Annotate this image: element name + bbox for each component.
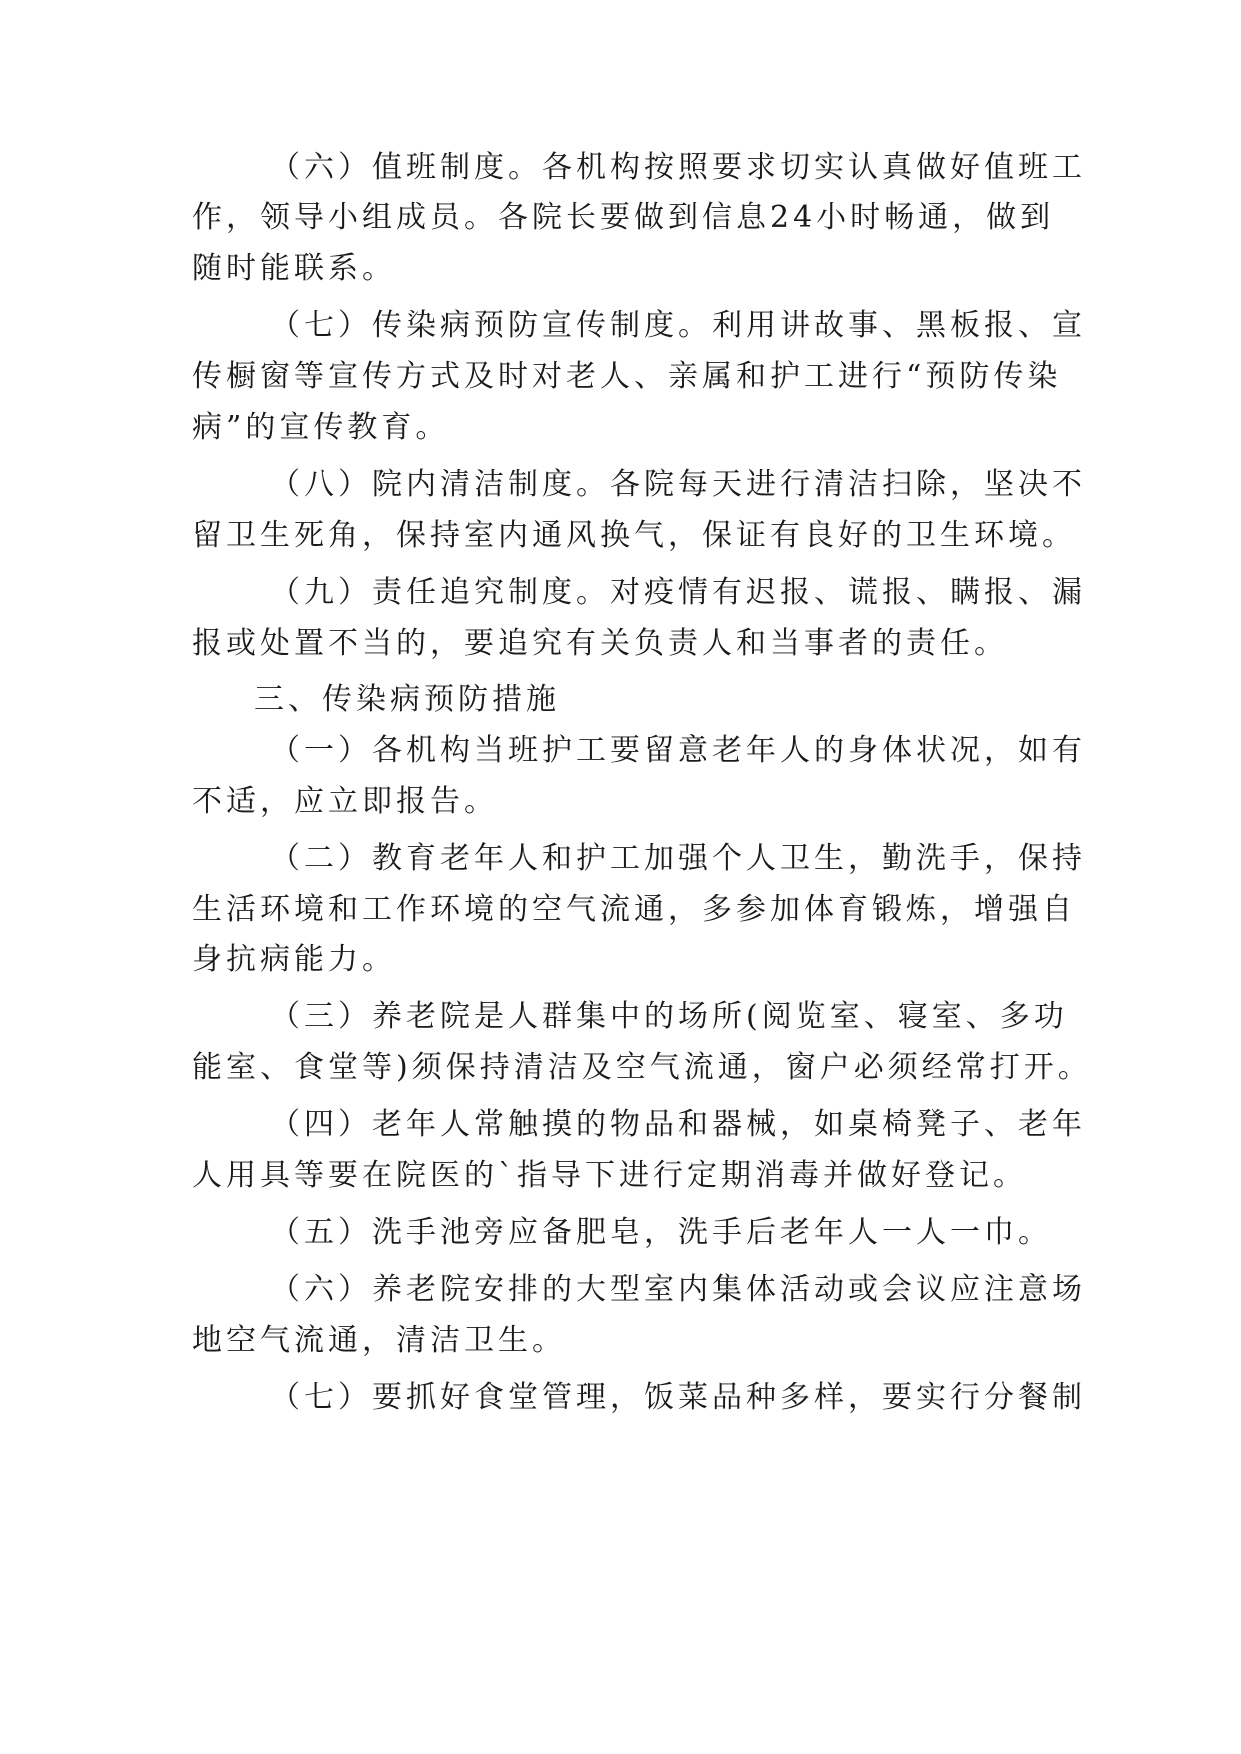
paragraph-line: （三）养老院是人群集中的场所(阅览室、寝室、多功 [270, 999, 1068, 1034]
paragraph-line: 不适，应立即报告。 [192, 784, 498, 819]
paragraph-line: 病”的宣传教育。 [192, 410, 450, 445]
paragraph-line: 能室、食堂等)须保持清洁及空气流通，窗户必须经常打开。 [192, 1050, 1092, 1085]
paragraph-line: （二）教育老年人和护工加强个人卫生，勤洗手，保持 [270, 841, 1086, 876]
section-heading: 三、传染病预防措施 [254, 682, 560, 717]
paragraph-line: （五）洗手池旁应备肥皂，洗手后老年人一人一巾。 [270, 1215, 1052, 1250]
paragraph-line: 身抗病能力。 [192, 942, 396, 977]
paragraph-line: （九）责任追究制度。对疫情有迟报、谎报、瞒报、漏 [270, 575, 1086, 610]
paragraph-line: （七）要抓好食堂管理，饭菜品种多样，要实行分餐制 [270, 1380, 1086, 1415]
paragraph-line: （六）养老院安排的大型室内集体活动或会议应注意场 [270, 1272, 1086, 1307]
paragraph-line: 留卫生死角，保持室内通风换气，保证有良好的卫生环境。 [192, 518, 1076, 553]
paragraph-line: 地空气流通，清洁卫生。 [192, 1323, 566, 1358]
paragraph-line: （七）传染病预防宣传制度。利用讲故事、黑板报、宣 [270, 308, 1086, 343]
paragraph-line: 人用具等要在院医的`指导下进行定期消毒并做好登记。 [192, 1158, 1027, 1193]
paragraph-line: （四）老年人常触摸的物品和器械，如桌椅凳子、老年 [270, 1107, 1086, 1142]
paragraph-line: 报或处置不当的，要追究有关负责人和当事者的责任。 [192, 626, 1008, 661]
paragraph-line: 随时能联系。 [192, 251, 396, 286]
paragraph-line: （六）值班制度。各机构按照要求切实认真做好值班工 [270, 150, 1086, 185]
paragraph-line: 生活环境和工作环境的空气流通，多参加体育锻炼，增强自 [192, 892, 1076, 927]
paragraph-line: 作，领导小组成员。各院长要做到信息24小时畅通，做到 [192, 200, 1055, 235]
paragraph-line: 传橱窗等宣传方式及时对老人、亲属和护工进行“预防传染 [192, 359, 1062, 394]
paragraph-line: （一）各机构当班护工要留意老年人的身体状况，如有 [270, 733, 1086, 768]
paragraph-line: （八）院内清洁制度。各院每天进行清洁扫除，坚决不 [270, 467, 1086, 502]
